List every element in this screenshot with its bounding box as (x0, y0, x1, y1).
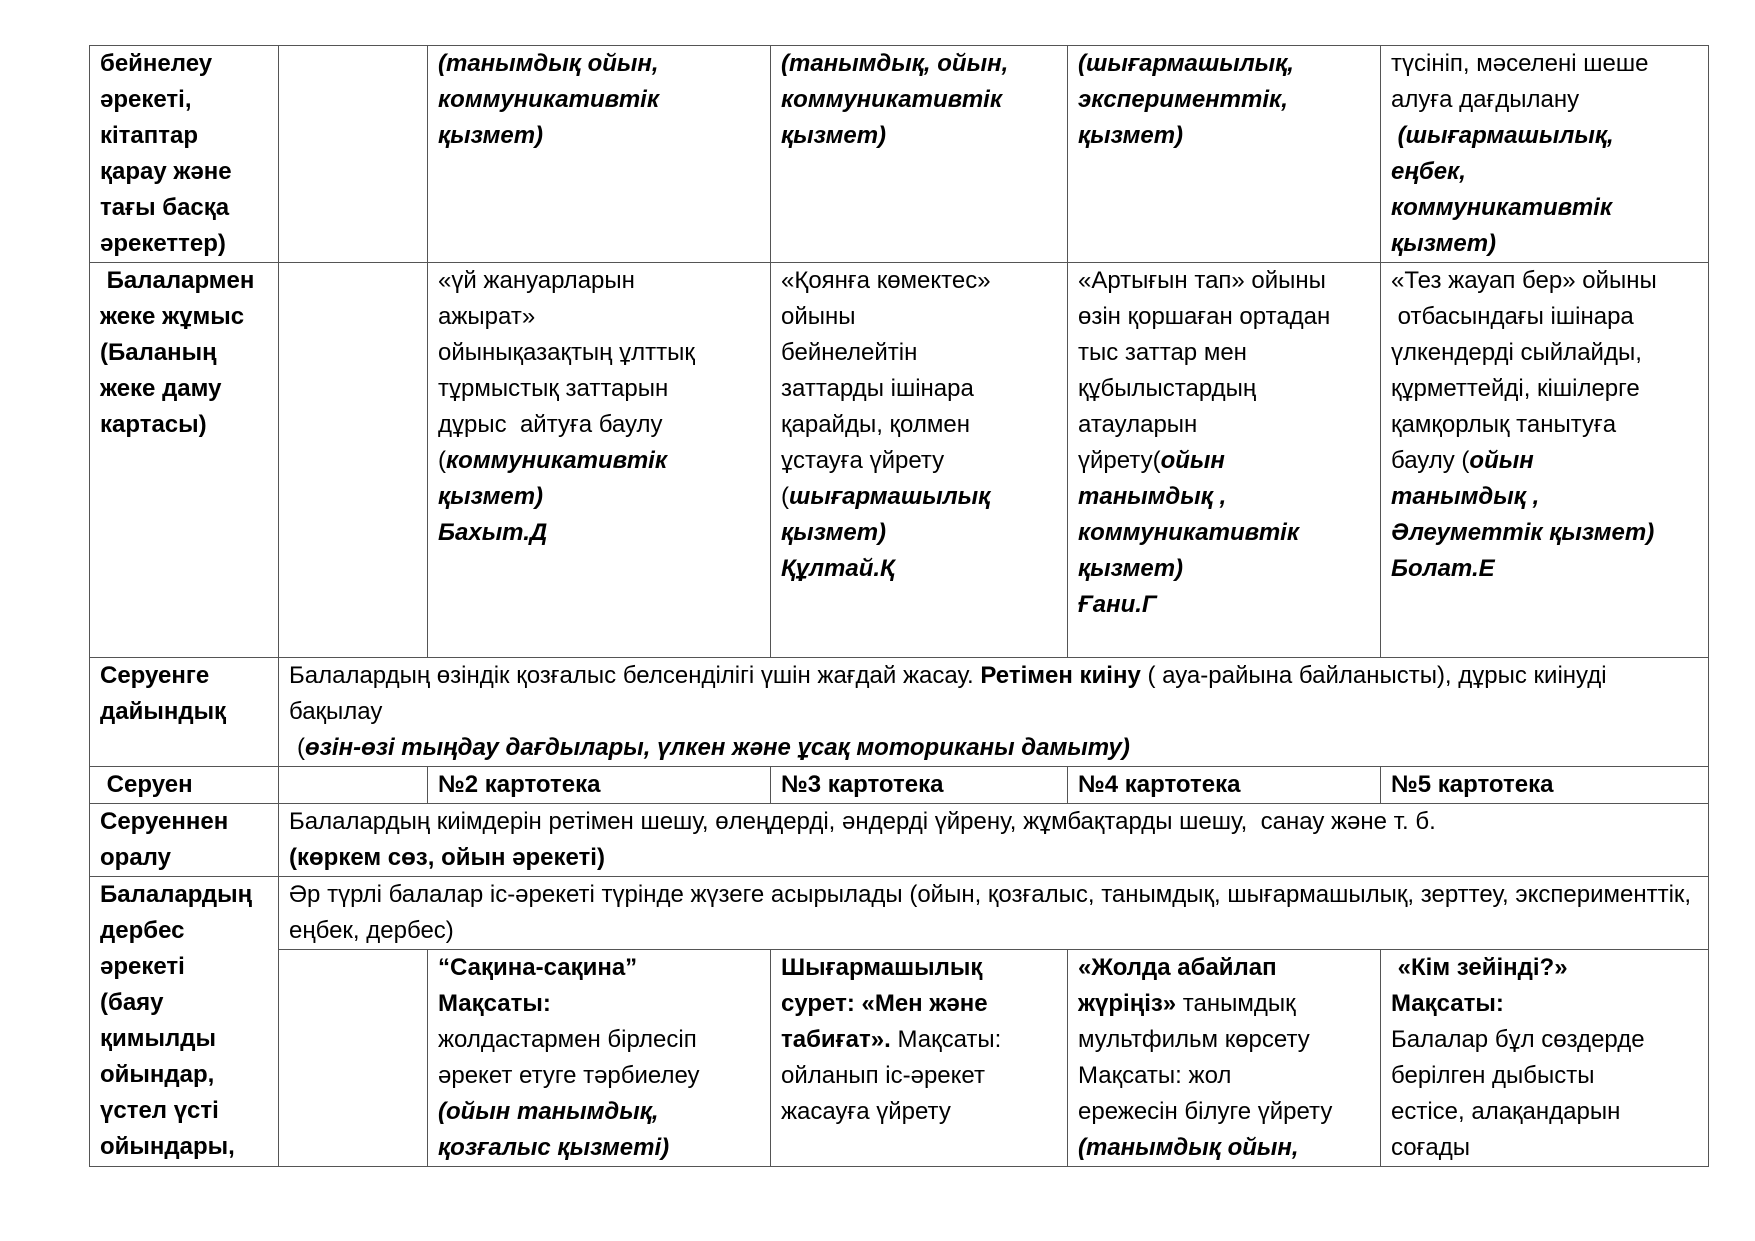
row-walk (90, 767, 1709, 804)
empty-cell (279, 263, 428, 658)
row-label-cell: Серуеннен оралу (90, 804, 279, 877)
day-cell: Шығармашылық сурет: «Мен және табиғат». Мақсаты: ойланып іс-әрекет жасауға үйрету (771, 950, 1068, 1167)
merged-cell: Балалардың өзіндік қозғалыс белсенділігі үшін жағдай жасау. Ретімен киіну ( ауа-райына байланысты), дұрыс киінуді бақылау (өзін-өзі тыңдау дағдылары, үлкен және ұсақ моториканы дамыту) (279, 658, 1709, 767)
merged-cell: Әр түрлі балалар іс-әрекеті түрінде жүзеге асырылады (ойын, қозғалыс, танымдық, шығармашылық, зерттеу, эксперименттік, еңбек, дербес) (279, 877, 1709, 950)
row-independent-activity (90, 877, 1709, 950)
card-cell: №5 картотека (1381, 767, 1709, 804)
day-cell: түсініп, мәселені шеше алуға дағдылану (шығармашылық, еңбек, коммуникативтік қызмет) (1381, 46, 1709, 263)
empty-cell (279, 46, 428, 263)
row-return-from-walk (90, 804, 1709, 877)
day-cell: «Артығын тап» ойыны өзін қоршаған ортадан тыс заттар мен құбылыстардың атауларын үйрету(ойын танымдық , коммуникативтік қызмет) Ғани.Г (1068, 263, 1381, 658)
card-cell: №4 картотека (1068, 767, 1381, 804)
day-cell: (шығармашылық, эксперименттік, қызмет) (1068, 46, 1381, 263)
day-cell: “Сақина-сақина” Мақсаты: жолдастармен бірлесіп әрекет етуге тәрбиелеу (ойын танымдық, қозғалыс қызметі) (428, 950, 771, 1167)
row-independent-activity-days (90, 950, 1709, 1167)
row-label-cell: Балалармен жеке жұмыс (Баланың жеке даму картасы) (90, 263, 279, 658)
row-activities-continued (90, 46, 1709, 263)
row-label-cell: Балалардың дербес әрекеті (баяу қимылды ойындар, үстел үсті ойындары, (90, 877, 279, 1167)
day-cell: «Қоянға көмектес» ойыны бейнелейтін заттарды ішінара қарайды, қолмен ұстауға үйрету (шығармашылық қызмет) Құлтай.Қ (771, 263, 1068, 658)
day-cell: «Жолда абайлап жүріңіз» танымдық мультфильм көрсету Мақсаты: жол ережесін білуге үйрету (танымдық ойын, (1068, 950, 1381, 1167)
row-individual-work (90, 263, 1709, 658)
row-label-cell: Серуенге дайындық (90, 658, 279, 767)
day-cell: (танымдық ойын, коммуникативтік қызмет) (428, 46, 771, 263)
day-cell: (танымдық, ойын, коммуникативтік қызмет) (771, 46, 1068, 263)
empty-cell (279, 950, 428, 1167)
row-label-cell: Серуен (90, 767, 279, 804)
row-label-cell: бейнелеу әрекеті, кітаптар қарау және тағы басқа әрекеттер) (90, 46, 279, 263)
day-cell: «Кім зейінді?» Мақсаты: Балалар бұл сөздерде берілген дыбысты естісе, алақандарын соғады (1381, 950, 1709, 1167)
row-walk-preparation (90, 658, 1709, 767)
card-cell: №3 картотека (771, 767, 1068, 804)
day-cell: «Тез жауап бер» ойыны отбасындағы ішінара үлкендерді сыйлайды, құрметтейді, кішілерге қамқорлық танытуға баулу (ойын танымдық , Әлеуметтік қызмет) Болат.Е (1381, 263, 1709, 658)
schedule-table (89, 45, 1709, 1167)
empty-cell (279, 767, 428, 804)
merged-cell: Балалардың киімдерін ретімен шешу, өлеңдерді, әндерді үйрену, жұмбақтарды шешу, санау және т. б. (көркем сөз, ойын әрекеті) (279, 804, 1709, 877)
day-cell: «үй жануарларын ажырат» ойынықазақтың ұлттық тұрмыстық заттарын дұрыс айтуға баулу (коммуникативтік қызмет) Бахыт.Д (428, 263, 771, 658)
card-cell: №2 картотека (428, 767, 771, 804)
